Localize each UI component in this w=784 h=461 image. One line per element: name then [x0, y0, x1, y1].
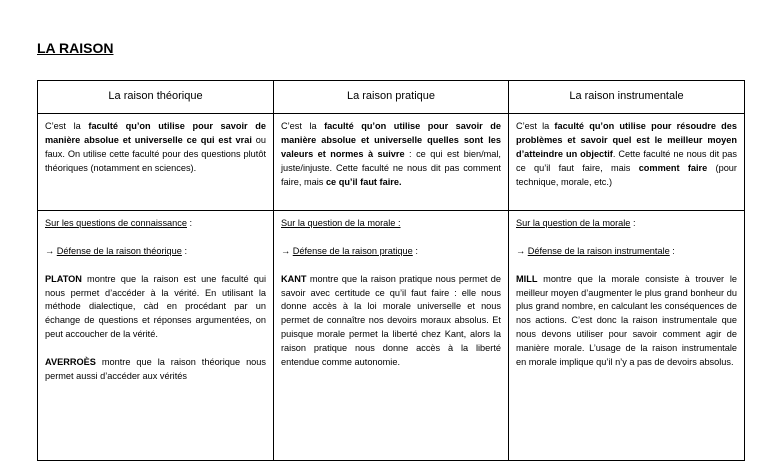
- column-header-instrumental: [509, 81, 745, 114]
- column-header-label: La raison instrumentale: [569, 90, 684, 103]
- paragraph-text: montre que la raison théorique nous permet aussi d’accéder aux vérités: [45, 357, 266, 381]
- paragraph-text: montre que la morale consiste à trouver le meilleur moyen d’augmenter le plus grand bonheur du plus grand nombre, en calculant les conséquences de nos actions. C’est donc la raison instrumentale que nous devons utiliser pour savoir comment agir de manière morale. L’usage de la raison instrumentale en morale implique qu’il n’y a pas de devoirs absolus.: [516, 273, 737, 368]
- definition-segment: C’est la: [281, 121, 325, 131]
- defense-heading: Défense de la raison théorique: [56, 245, 182, 256]
- philosopher-name: KANT: [281, 273, 307, 284]
- definition-segment: ou faux. On utilise cette faculté pour des questions plutôt théoriques (notamment en sciences).: [45, 134, 266, 173]
- column-header-theoretical: [38, 81, 274, 114]
- paragraph: [45, 273, 266, 343]
- paragraph-text: montre que la raison pratique nous permet de savoir avec certitude ce qu’il faut faire : elle nous donne accès à la loi morale universelle et nous permet de connaître nos devoirs moraux absolus. Et puisque morale permet la liberté chez Kant, alors la raison pratique nous donne accès à la liberté entendue comme autonomie.: [281, 273, 501, 368]
- definition-segment: . Cette faculté ne nous dit pas ce qu’il faut faire, mais: [516, 148, 738, 173]
- argument-cell-instrumental: Sur la question de la morale : → Défense de la raison instrumentale : MILL montre que la morale consiste à trouver le meilleur moyen d’augmenter le plus grand bonheur du plus grand nombre, en calculant les conséquences de nos actions. C’est donc la raison instrumentale que nous devons utiliser pour savoir comment agir de manière morale. L’usage de la raison instrumentale en morale implique qu’il n’y a pas de devoirs absolus.: [509, 211, 745, 461]
- section-title: Sur la question de la morale: [516, 218, 631, 228]
- definition-segment: ce qu’il faut faire.: [325, 176, 402, 187]
- section-title: Sur la question de la morale :: [281, 218, 401, 228]
- paragraph: [516, 273, 737, 370]
- reason-table: [37, 80, 745, 461]
- definition-segment: faculté qu’on utilise pour savoir de manière absolue et universelle ce qui est vrai: [45, 121, 266, 145]
- philosopher-name: MILL: [516, 273, 538, 284]
- philosopher-name: PLATON: [45, 273, 82, 284]
- definition-segment: comment faire: [638, 162, 708, 173]
- definition-segment: : ce qui est bien/mal, juste/injuste. Cette faculté ne nous dit pas comment faire, mais: [281, 148, 501, 187]
- column-header-label: La raison théorique: [108, 90, 203, 103]
- section-title: Sur les questions de connaissance: [45, 218, 187, 228]
- paragraph-text: montre que la raison est une faculté qui nous permet d’accéder à la vérité. En utilisant la méthode dialectique, càd en procédant par un échange de questions et réponses argumentées, on peut accoucher de la vérité.: [45, 273, 266, 340]
- definition-cell-theoretical: [38, 114, 274, 211]
- paragraph: [45, 356, 266, 384]
- paragraph: [281, 273, 501, 370]
- column-header-label: La raison pratique: [346, 90, 436, 103]
- definition-segment: (pour technique, morale, etc.): [516, 162, 737, 187]
- definition-segment: C’est la: [516, 121, 555, 131]
- definition-segment: C’est la: [45, 121, 89, 131]
- argument-cell-theoretical: Sur les questions de connaissance : → Défense de la raison théorique : PLATON montre que la raison est une faculté qui nous permet d’accéder à la vérité. En utilisant la méthode dialectique, càd en procédant par un échange de questions et réponses argumentées, on peut accoucher de la vérité. AVERROÈS montre que la raison théorique nous permet aussi d’accéder aux vérités: [38, 211, 274, 461]
- definition-text: [516, 120, 737, 190]
- page-title: LA RAISON: [37, 40, 114, 56]
- column-header-practical: [274, 81, 509, 114]
- argument-cell-practical: Sur la question de la morale : → Défense de la raison pratique : KANT montre que la raison pratique nous permet de savoir avec certitude ce qu’il faut faire : elle nous donne accès à la loi morale universelle et nous permet de connaître nos devoirs moraux absolus. Et puisque morale permet la liberté chez Kant, alors la raison pratique nous donne accès à la liberté entendue comme autonomie.: [274, 211, 509, 461]
- definition-segment: faculté qu’on utilise pour savoir de manière absolue et universelle quelles sont les valeurs et normes à suivre: [281, 121, 501, 159]
- definition-text: [281, 120, 501, 190]
- philosopher-name: AVERROÈS: [45, 357, 96, 368]
- defense-heading: Défense de la raison pratique: [292, 245, 413, 256]
- definition-cell-instrumental: [509, 114, 745, 211]
- definition-cell-practical: [274, 114, 509, 211]
- definition-segment: faculté qu’on utilise pour résoudre des problèmes et savoir quel est le meilleur moyen d’atteindre un objectif: [516, 121, 737, 159]
- definition-text: [45, 120, 266, 176]
- defense-heading: Défense de la raison instrumentale: [527, 245, 670, 256]
